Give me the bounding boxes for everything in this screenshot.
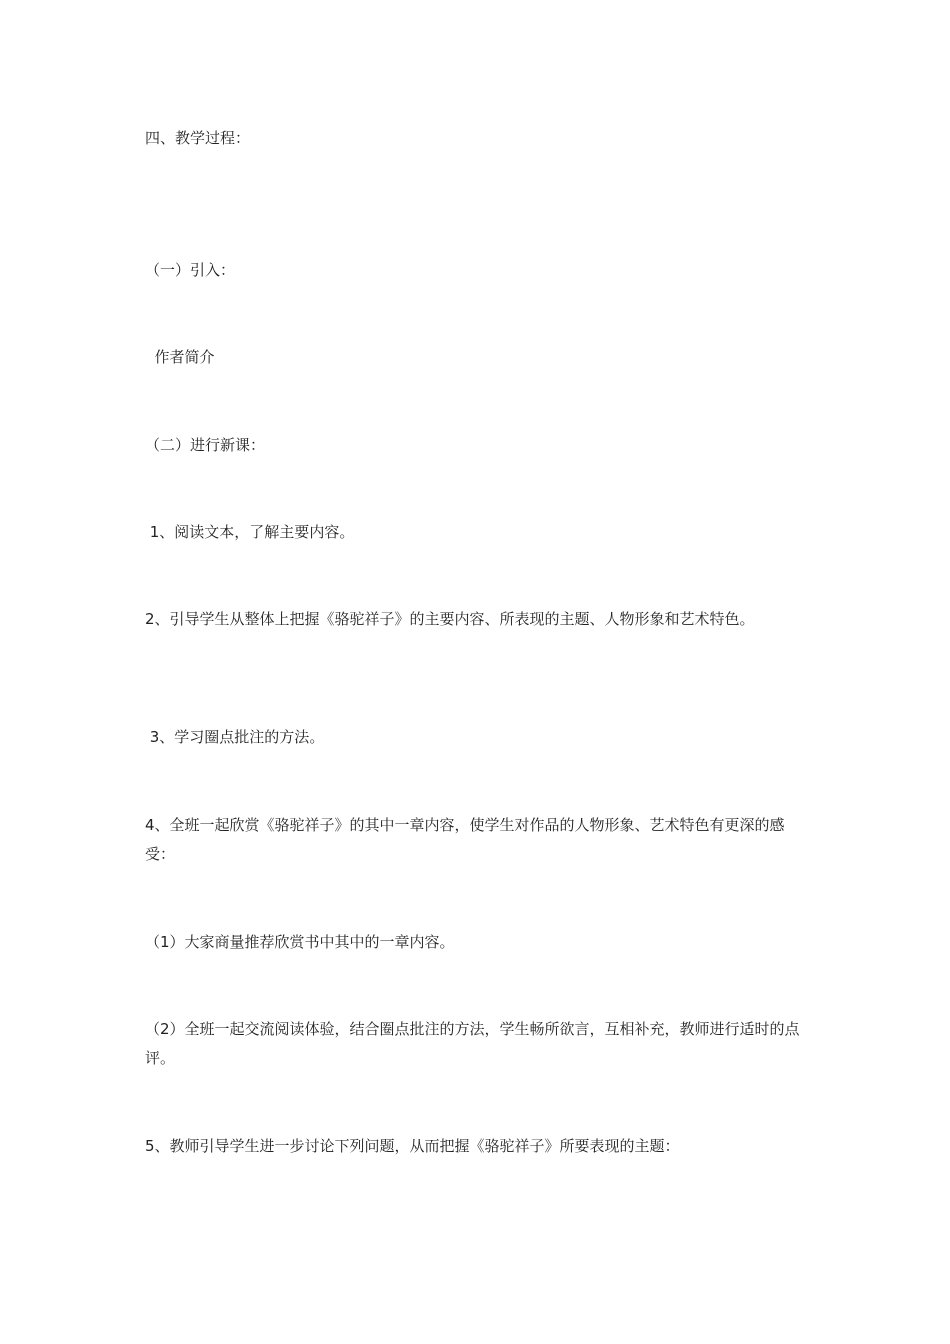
paragraph-item-1: 1、阅读文本，了解主要内容。 (145, 523, 355, 541)
paragraph-sub-item-2: （2）全班一起交流阅读体验，结合圈点批注的方法，学生畅所欲言，互相补充，教师进行适时的点评。 (145, 1020, 800, 1067)
paragraph-intro: （一）引入： (145, 261, 236, 279)
paragraph-author-intro: 作者简介 (145, 348, 215, 366)
paragraph-sub-item-1: （1）大家商量推荐欣赏书中其中的一章内容。 (145, 933, 455, 951)
paragraph-new-lesson: （二）进行新课： (145, 436, 266, 454)
paragraph-item-2: 2、引导学生从整体上把握《骆驼祥子》的主要内容、所表现的主题、人物形象和艺术特色。 (145, 610, 755, 628)
section-heading: 四、教学过程： (145, 129, 251, 147)
paragraph-item-3: 3、学习圈点批注的方法。 (145, 728, 325, 746)
paragraph-item-4: 4、全班一起欣赏《骆驼祥子》的其中一章内容，使学生对作品的人物形象、艺术特色有更深的感受： (145, 816, 785, 863)
paragraph-item-5: 5、教师引导学生进一步讨论下列问题，从而把握《骆驼祥子》所要表现的主题： (145, 1137, 680, 1155)
